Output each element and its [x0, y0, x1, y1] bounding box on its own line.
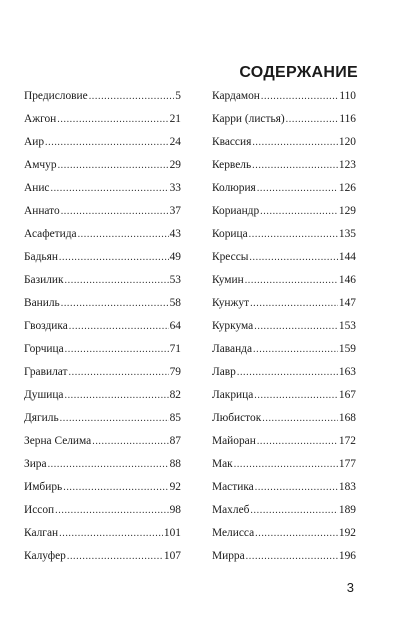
- toc-entry[interactable]: [212, 297, 356, 320]
- toc-entry[interactable]: [212, 182, 356, 205]
- toc-entry-title: Майоран: [212, 435, 256, 447]
- toc-entry[interactable]: [24, 343, 181, 366]
- toc-entry-title: Карри (листья): [212, 113, 285, 125]
- toc-entry-page: 79: [169, 366, 181, 378]
- toc-entry[interactable]: [24, 205, 181, 228]
- toc-entry-page: 64: [169, 320, 181, 332]
- dot-leader: [57, 114, 168, 125]
- toc-entry-title: Калган: [24, 527, 59, 539]
- dot-leader: [64, 390, 168, 401]
- dot-leader: [92, 436, 168, 447]
- toc-entry-title: Любисток: [212, 412, 262, 424]
- toc-entry-title: Лакрица: [212, 389, 254, 401]
- toc-entry-title: Кунжут: [212, 297, 250, 309]
- dot-leader: [262, 413, 338, 424]
- toc-entry-title: Гравилат: [24, 366, 68, 378]
- toc-entry-title: Имбирь: [24, 481, 63, 493]
- dot-leader: [254, 390, 338, 401]
- toc-entry-page: 192: [338, 527, 356, 539]
- dot-leader: [65, 344, 169, 355]
- dot-leader: [250, 505, 337, 516]
- toc-entry-title: Аир: [24, 136, 45, 148]
- toc-entry-page: 29: [169, 159, 181, 171]
- toc-entry-page: 87: [169, 435, 181, 447]
- toc-entry-title: Зерна Селима: [24, 435, 92, 447]
- toc-entry[interactable]: [24, 274, 181, 297]
- dot-leader: [250, 298, 338, 309]
- dot-leader: [252, 137, 338, 148]
- toc-entry-title: Горчица: [24, 343, 64, 355]
- toc-entry[interactable]: [212, 90, 356, 113]
- dot-leader: [58, 160, 169, 171]
- toc-entry-page: 172: [338, 435, 356, 447]
- toc-entry-title: Мастика: [212, 481, 254, 493]
- toc-entry-title: Иссоп: [24, 504, 55, 516]
- toc-entry-title: Кардамон: [212, 90, 260, 102]
- toc-entry-page: 196: [338, 550, 356, 562]
- toc-entry-page: 147: [338, 297, 356, 309]
- toc-entry-title: Асафетида: [24, 228, 77, 240]
- toc-entry[interactable]: [212, 366, 356, 389]
- dot-leader: [245, 275, 338, 286]
- toc-entry[interactable]: [212, 251, 356, 274]
- toc-entry[interactable]: [212, 343, 356, 366]
- dot-leader: [55, 505, 168, 516]
- toc-entry-title: Лаванда: [212, 343, 253, 355]
- toc-entry-page: 85: [169, 412, 181, 424]
- dot-leader: [254, 321, 338, 332]
- dot-leader: [234, 459, 338, 470]
- toc-entry[interactable]: [212, 205, 356, 228]
- dot-leader: [255, 482, 338, 493]
- toc-entry[interactable]: [212, 113, 356, 136]
- dot-leader: [237, 367, 338, 378]
- toc-entry-page: 58: [169, 297, 181, 309]
- toc-entry-title: Мелисса: [212, 527, 255, 539]
- toc-entry[interactable]: [212, 389, 356, 412]
- toc-entry[interactable]: [24, 389, 181, 412]
- toc-entry[interactable]: [24, 136, 181, 159]
- toc-entry[interactable]: [24, 182, 181, 205]
- toc-entry[interactable]: [24, 366, 181, 389]
- toc-entry-title: Калуфер: [24, 550, 66, 562]
- toc-entry-page: 135: [338, 228, 356, 240]
- toc-entry-title: Кумин: [212, 274, 244, 286]
- toc-entry-page: 168: [338, 412, 356, 424]
- toc-entry-title: Базилик: [24, 274, 64, 286]
- toc-entry[interactable]: [212, 504, 356, 527]
- toc-entry-page: 21: [169, 113, 181, 125]
- toc-entry[interactable]: [212, 228, 356, 251]
- toc-entry[interactable]: [24, 297, 181, 320]
- toc-entry[interactable]: [212, 159, 356, 182]
- toc-entry-page: 123: [338, 159, 356, 171]
- toc-entry-page: 163: [338, 366, 356, 378]
- toc-entry[interactable]: [24, 113, 181, 136]
- dot-leader: [89, 91, 175, 102]
- toc-entry-title: Аннато: [24, 205, 60, 217]
- toc-entry[interactable]: [24, 90, 181, 113]
- toc-entry[interactable]: [24, 481, 181, 504]
- toc-entry[interactable]: [212, 481, 356, 504]
- toc-entry-page: 53: [169, 274, 181, 286]
- toc-entry-page: 153: [338, 320, 356, 332]
- dot-leader: [257, 436, 338, 447]
- toc-entry-page: 110: [339, 90, 356, 102]
- dot-leader: [65, 275, 169, 286]
- toc-entry-page: 146: [338, 274, 356, 286]
- toc-entry[interactable]: [24, 251, 181, 274]
- toc-entry-title: Махлеб: [212, 504, 250, 516]
- toc-entry-title: Мирра: [212, 550, 245, 562]
- dot-leader: [246, 551, 338, 562]
- dot-leader: [69, 321, 169, 332]
- page-title: СОДЕРЖАНИЕ: [239, 64, 358, 81]
- toc-entry-title: Кервель: [212, 159, 252, 171]
- toc-column-left: [24, 90, 181, 573]
- dot-leader: [78, 229, 169, 240]
- toc-entry[interactable]: [24, 159, 181, 182]
- toc-entry-title: Ваниль: [24, 297, 60, 309]
- toc-entry-page: 49: [169, 251, 181, 263]
- dot-leader: [59, 528, 163, 539]
- toc-entry-title: Квассия: [212, 136, 252, 148]
- toc-entry-page: 159: [338, 343, 356, 355]
- dot-leader: [61, 206, 169, 217]
- toc-entry-page: 5: [175, 90, 181, 102]
- toc-entry[interactable]: [212, 527, 356, 550]
- page-number: 3: [346, 580, 354, 595]
- toc-entry-page: 167: [338, 389, 356, 401]
- toc-entry-page: 189: [338, 504, 356, 516]
- toc-entry-page: 126: [338, 182, 356, 194]
- toc-entry-page: 88: [169, 458, 181, 470]
- dot-leader: [286, 114, 339, 125]
- toc-entry[interactable]: [212, 136, 356, 159]
- toc-entry-title: Крессы: [212, 251, 249, 263]
- toc-entry-page: 107: [163, 550, 181, 562]
- dot-leader: [45, 137, 169, 148]
- dot-leader: [50, 183, 168, 194]
- toc-entry-page: 144: [338, 251, 356, 263]
- toc-entry-title: Лавр: [212, 366, 236, 378]
- toc-entry[interactable]: [24, 504, 181, 527]
- toc-entry-page: 177: [338, 458, 356, 470]
- dot-leader: [253, 344, 338, 355]
- toc-entry-page: 82: [169, 389, 181, 401]
- toc-entry-page: 183: [338, 481, 356, 493]
- toc-entry-page: 33: [169, 182, 181, 194]
- toc-entry-title: Анис: [24, 182, 50, 194]
- toc-entry[interactable]: [24, 550, 181, 573]
- toc-entry[interactable]: [24, 412, 181, 435]
- toc-entry-title: Предисловие: [24, 90, 88, 102]
- toc-entry-title: Куркума: [212, 320, 254, 332]
- toc-entry-page: 98: [169, 504, 181, 516]
- toc-entry-page: 24: [169, 136, 181, 148]
- toc-entry[interactable]: [24, 527, 181, 550]
- toc-entry-title: Ажгон: [24, 113, 57, 125]
- toc-entry-page: 101: [163, 527, 181, 539]
- toc-entry[interactable]: [212, 274, 356, 297]
- toc-entry[interactable]: [212, 458, 356, 481]
- dot-leader: [59, 252, 169, 263]
- toc-entry[interactable]: [212, 550, 356, 573]
- toc-entry-page: 43: [169, 228, 181, 240]
- toc-entry[interactable]: [212, 435, 356, 458]
- toc-entry-page: 71: [169, 343, 181, 355]
- toc-entry[interactable]: [24, 320, 181, 343]
- dot-leader: [60, 413, 169, 424]
- dot-leader: [69, 367, 169, 378]
- dot-leader: [249, 229, 338, 240]
- toc-entry-title: Зира: [24, 458, 47, 470]
- toc-entry-title: Колюрия: [212, 182, 256, 194]
- dot-leader: [255, 528, 338, 539]
- toc-entry[interactable]: [212, 320, 356, 343]
- toc-entry-title: Корица: [212, 228, 248, 240]
- dot-leader: [257, 183, 338, 194]
- toc-entry[interactable]: [212, 412, 356, 435]
- toc-entry-title: Гвоздика: [24, 320, 68, 332]
- toc-entry-page: 92: [169, 481, 181, 493]
- dot-leader: [48, 459, 169, 470]
- toc-entry-title: Мак: [212, 458, 233, 470]
- toc-entry-title: Дягиль: [24, 412, 59, 424]
- toc-column-right: [212, 90, 356, 573]
- dot-leader: [249, 252, 338, 263]
- dot-leader: [67, 551, 163, 562]
- dot-leader: [261, 91, 338, 102]
- toc-entry[interactable]: [24, 435, 181, 458]
- toc-entry-page: 116: [339, 113, 356, 125]
- toc-entry-page: 37: [169, 205, 181, 217]
- toc-entry-page: 120: [338, 136, 356, 148]
- toc-entry-title: Амчур: [24, 159, 57, 171]
- toc-entry[interactable]: [24, 458, 181, 481]
- toc-entry-title: Кориандр: [212, 205, 260, 217]
- toc-entry-title: Бадьян: [24, 251, 58, 263]
- dot-leader: [63, 482, 168, 493]
- dot-leader: [61, 298, 169, 309]
- toc-entry[interactable]: [24, 228, 181, 251]
- toc-entry-title: Душица: [24, 389, 64, 401]
- toc-entry-page: 129: [338, 205, 356, 217]
- dot-leader: [260, 206, 338, 217]
- dot-leader: [252, 160, 338, 171]
